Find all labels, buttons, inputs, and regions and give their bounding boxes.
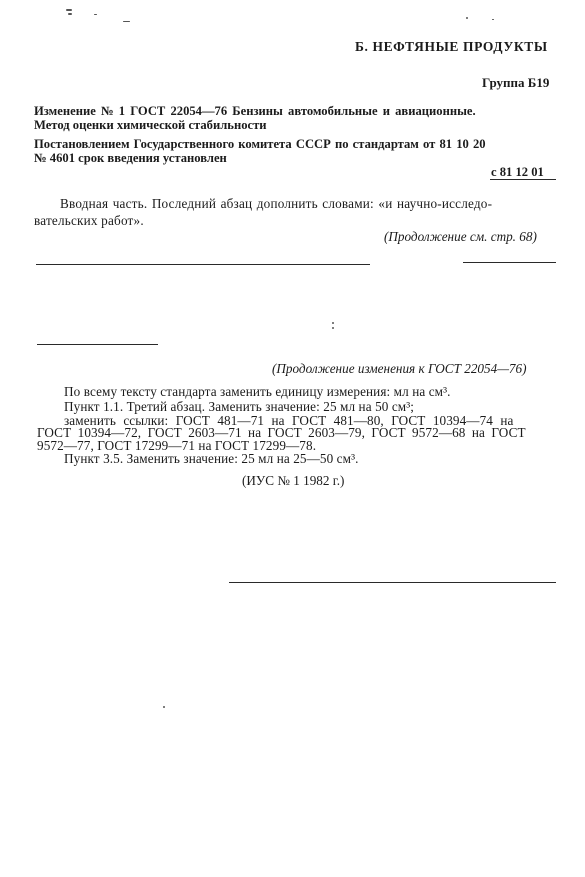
scan-speck bbox=[332, 327, 334, 329]
separator-line bbox=[229, 582, 556, 583]
section-heading: Б. НЕФТЯНЫЕ ПРОДУКТЫ bbox=[355, 39, 548, 54]
scan-speck bbox=[66, 9, 72, 11]
body-line: ГОСТ 10394—72, ГОСТ 2603—71 на ГОСТ 2603—79, ГОСТ 9572—68 на ГОСТ bbox=[37, 425, 526, 440]
scan-speck bbox=[332, 322, 334, 324]
body-line: 9572—77, ГОСТ 17299—71 на ГОСТ 17299—78. bbox=[37, 438, 317, 453]
effective-date: с 81 12 01 bbox=[491, 165, 544, 179]
scan-speck bbox=[492, 19, 494, 20]
separator-line bbox=[463, 262, 556, 263]
scan-speck bbox=[94, 14, 97, 15]
resolution-line-2: № 4601 срок введения установлен bbox=[34, 151, 227, 165]
scan-speck bbox=[466, 17, 468, 19]
body-line: Пункт 3.5. Заменить значение: 25 мл на 25—50 см³. bbox=[64, 451, 359, 466]
continued-note: (Продолжение см. стр. 68) bbox=[384, 229, 537, 244]
change-title-line-1: Изменение № 1 ГОСТ 22054—76 Бензины автомобильные и авиационные. bbox=[34, 104, 476, 118]
separator-line bbox=[36, 264, 370, 265]
change-title-line-2: Метод оценки химической стабильности bbox=[34, 118, 267, 132]
separator-line bbox=[37, 344, 158, 345]
scan-speck bbox=[163, 706, 165, 708]
effective-date-underline bbox=[490, 179, 556, 180]
group-code: Группа Б19 bbox=[482, 75, 550, 90]
intro-text-line-1: Вводная часть. Последний абзац дополнить словами: «и научно-исследо- bbox=[60, 196, 493, 211]
body-line: заменить ссылки: ГОСТ 481—71 на ГОСТ 481—80, ГОСТ 10394—74 на bbox=[64, 413, 514, 428]
scan-speck bbox=[68, 13, 72, 15]
body-line: По всему тексту стандарта заменить единицу измерения: мл на см³. bbox=[64, 384, 451, 399]
resolution-line-1: Постановлением Государственного комитета СССР по стандартам от 81 10 20 bbox=[34, 137, 486, 151]
body-line: Пункт 1.1. Третий абзац. Заменить значение: 25 мл на 50 см³; bbox=[64, 399, 415, 414]
intro-text-line-2: вательских работ». bbox=[34, 213, 144, 228]
continued-header: (Продолжение изменения к ГОСТ 22054—76) bbox=[272, 361, 527, 376]
scan-speck bbox=[123, 21, 130, 22]
source-reference: (ИУС № 1 1982 г.) bbox=[242, 473, 345, 488]
